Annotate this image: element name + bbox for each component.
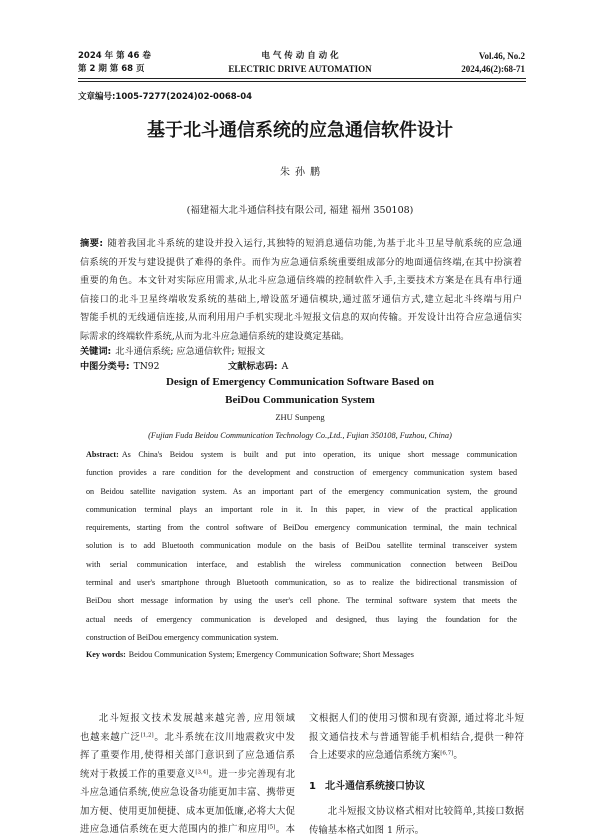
body-line xyxy=(309,747,524,766)
title-en xyxy=(0,373,600,409)
header-volume-en: Vol.46, No.2 xyxy=(478,51,525,61)
article-number: 文章编号:1005-7277(2024)02-0068-04 xyxy=(78,92,253,102)
body-line xyxy=(80,747,295,766)
body-line-text: 北斗短报文协议格式相对比较简单,其接口数据 xyxy=(327,806,524,817)
section-heading xyxy=(309,778,425,796)
body-line xyxy=(309,710,524,729)
body-line-text: 。 xyxy=(453,750,463,761)
body-line-text: 统对于救援工作的重要意义 xyxy=(80,768,196,780)
body-line-text: 文根据人们的使用习惯和现有资源, 通过将北斗短 xyxy=(309,713,524,724)
body-left-column xyxy=(80,710,295,840)
abstract-en-line: actual needs of emergency communication is developed and designed, thus laying the foundation for the xyxy=(86,614,517,624)
abstract-cn-line: 信接口的北斗卫星终端收发系统的基础上,增设蓝牙通信模块,通过蓝牙通信方式,建立起北斗终端与用户 xyxy=(80,293,522,305)
abstract-cn-line xyxy=(80,235,522,254)
body-line-text: 合上述要求的应急通信系统方案 xyxy=(309,750,441,761)
citation-superscript: [1,2] xyxy=(140,732,154,738)
header-issue-page-cn: 第 2 期 第 68 页 xyxy=(78,63,145,74)
classification-label: 中图分类号: xyxy=(80,361,130,372)
body-line-text: 也越来越广泛 xyxy=(80,731,141,743)
abstract-en-label: Abstract: xyxy=(86,450,119,459)
abstract-cn-line: 信系统的开发与建设提供了难得的条件。而作为应急通信系统重要组成部分的地面通信终端,在其中扮演着 xyxy=(80,256,522,268)
body-right-column xyxy=(309,710,524,766)
body-line xyxy=(80,729,295,748)
title-cn: 基于北斗通信系统的应急通信软件设计 xyxy=(147,120,453,141)
body-line xyxy=(309,822,524,840)
body-line-text: 。进一步完善现有北 xyxy=(208,768,295,780)
body-line xyxy=(80,821,295,840)
abstract-en-line: BeiDou short message information by using the user's cell phone. The terminal software system that meets the xyxy=(86,596,517,606)
abstract-en-line: requirements, starting from the control software of BeiDou emergency communication terminal, the main technical xyxy=(86,523,517,533)
body-line-text: 传输基本格式如图 1 所示。 xyxy=(309,824,425,836)
abstract-cn xyxy=(80,235,522,347)
author-cn: 朱孙鹏 xyxy=(280,167,325,178)
section-paragraph xyxy=(309,803,524,840)
keywords-cn-text: 北斗通信系统; 应急通信软件; 短报文 xyxy=(115,346,266,357)
abstract-cn-label: 摘要: xyxy=(80,238,104,249)
affiliation-cn: (福建福大北斗通信科技有限公司, 福建 福州 350108) xyxy=(186,205,414,216)
keywords-cn-label: 关键词: xyxy=(80,346,112,357)
header-citation-en: 2024,46(2):68-71 xyxy=(461,63,525,74)
body-line xyxy=(80,766,295,785)
abstract-en-line: on Beidou satellite navigation system. As an important part of the emergency communication system, the ground xyxy=(86,486,517,496)
section-title: 北斗通信系统接口协议 xyxy=(324,781,425,792)
title-en-line: Design of Emergency Communication Software Based on xyxy=(165,376,435,388)
header-citation-block xyxy=(400,50,525,75)
journal-name-cn: 电 气 传 动 自 动 化 xyxy=(261,51,339,61)
affiliation-en: (Fujian Fuda Beidou Communication Technology Co.,Ltd., Fujian 350108, Fuzhou, China) xyxy=(148,431,452,440)
classification-value: TN92 xyxy=(133,361,160,372)
journal-name-en: ELECTRIC DRIVE AUTOMATION xyxy=(228,63,372,74)
body-line-text: 。北斗系统在汶川地震救灾中发 xyxy=(153,731,295,743)
keywords-cn xyxy=(80,344,265,360)
abstract-cn-line: 智能手机的无线通信连接,从而利用用户手机实现北斗短报文信息的双向传输。开发设计出符合应急通信实 xyxy=(80,312,522,324)
body-line xyxy=(80,710,295,729)
author-en: ZHU Sunpeng xyxy=(275,412,325,422)
abstract-en-line: communication terminal plays an important role in it. In this paper, in view of the practical application xyxy=(86,504,517,514)
body-line-text: 斗应急通信系统,使应急设备功能更加丰富、携带更 xyxy=(80,787,295,798)
body-line-text: 加方便、使用更加便捷、成本更加低廉,必将大大促 xyxy=(80,805,295,817)
header-rule-thin xyxy=(78,81,526,82)
abstract-cn-text: 随着我国北斗系统的建设并投入运行,其独特的短消息通信功能,为基于北斗卫星导航系统的应急通 xyxy=(107,238,522,249)
abstract-en xyxy=(86,446,517,647)
abstract-cn-line: 重要的角色。本文针对实际应用需求,从北斗应急通信终端的控制软件入手,主要技术方案是在具有串行通 xyxy=(80,275,522,287)
abstract-en-line: function provides a rare condition for the development and construction of emergency communication system based xyxy=(86,468,517,478)
header-volume-cn: 2024 年 第 46 卷 xyxy=(78,51,151,61)
keywords-en-label: Key words: xyxy=(86,650,126,659)
body-line xyxy=(309,729,524,748)
body-line xyxy=(309,803,524,822)
keywords-en-text: Beidou Communication System; Emergency Communication Software; Short Messages xyxy=(128,650,414,659)
body-line-text: 进应急通信系统在更大范围内的推广和应用 xyxy=(80,824,268,835)
abstract-en-line: terminal and user's smartphone through Bluetooth communication, so as to realize the bidirectional transmission of xyxy=(86,578,517,588)
header-rule-thick xyxy=(78,78,526,79)
body-line-text: 挥了重要作用,使得相关部门意识到了应急通信系 xyxy=(80,750,295,761)
abstract-en-line: construction of BeiDou emergency communication system. xyxy=(86,632,279,642)
citation-superscript: [5] xyxy=(267,824,276,831)
body-line-text: 。本 xyxy=(275,824,295,835)
body-line xyxy=(80,784,295,803)
abstract-en-line: with serial communication interface, and establish the wireless communication connection between BeiDou xyxy=(86,559,517,569)
citation-superscript: [3,4] xyxy=(195,769,209,775)
body-line-text: 报文通信技术与普通智能手机相结合,提供一种符 xyxy=(309,731,524,743)
abstract-en-text: As China's Beidou system is built and put into operation, its unique short message communication xyxy=(121,450,517,459)
citation-superscript: [6,7] xyxy=(440,750,454,757)
body-line-text: 北斗短报文技术发展越来越完善, 应用领域 xyxy=(98,713,295,724)
title-en-line: BeiDou Communication System xyxy=(225,394,375,406)
abstract-cn-line: 际需求的终端软件系统,从而为北斗应急通信系统的建设奠定基础。 xyxy=(80,330,350,342)
abstract-en-line xyxy=(86,446,517,464)
section-number: 1 xyxy=(309,781,316,792)
abstract-en-line: solution is to add Bluetooth communication module on the basis of BeiDou satellite terminal transceiver system xyxy=(86,541,517,551)
body-line xyxy=(80,803,295,822)
document-code-value: A xyxy=(281,361,289,372)
keywords-en xyxy=(86,647,414,663)
document-code-label: 文献标志码: xyxy=(228,361,278,372)
